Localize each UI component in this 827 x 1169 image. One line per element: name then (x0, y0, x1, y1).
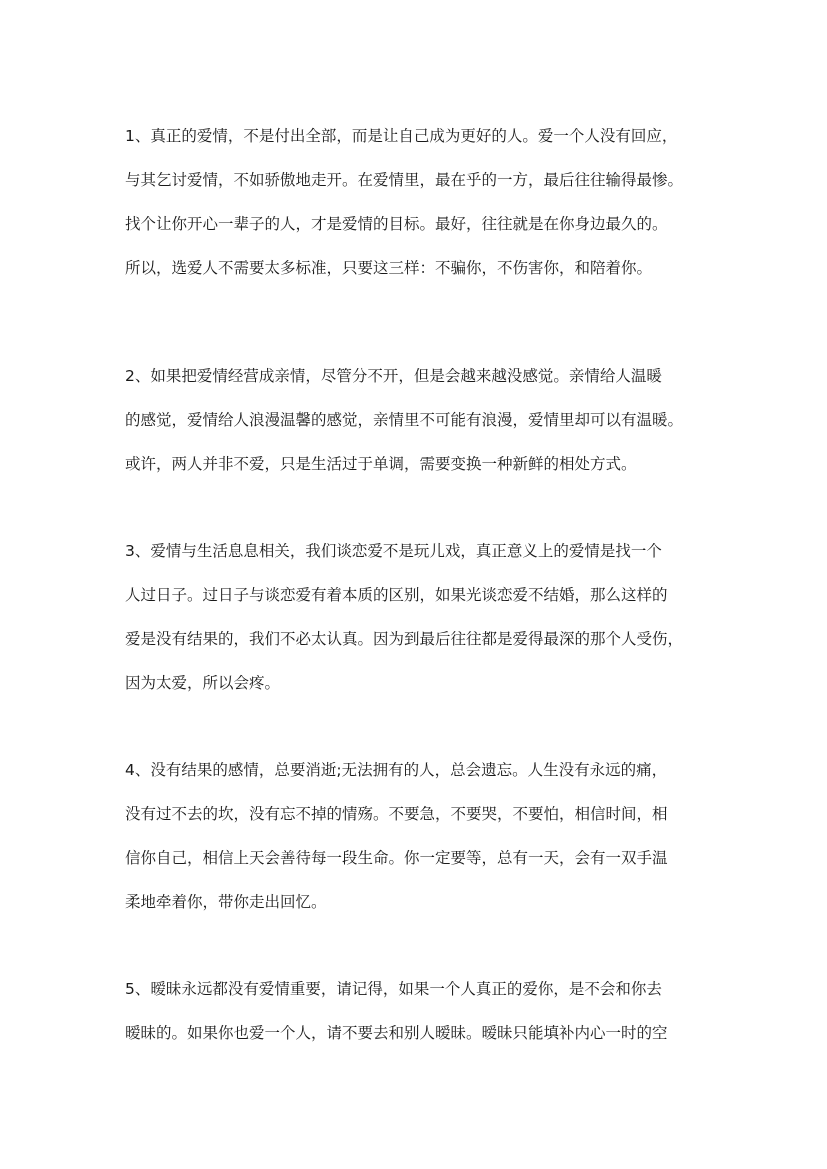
paragraph-line: 或许，两人并非不爱，只是生活过于单调，需要变换一种新鲜的相处方式。 (125, 455, 637, 473)
paragraph-line: 因为太爱，所以会疼。 (125, 674, 281, 692)
paragraph-1 (125, 114, 725, 290)
paragraph-line: 5、暧昧永远都没有爱情重要，请记得，如果一个人真正的爱你，是不会和你去 (125, 980, 662, 998)
paragraph-line: 暧昧的。如果你也爱一个人，请不要去和别人暧昧。暧昧只能填补内心一时的空 (125, 1024, 668, 1042)
paragraph-3 (125, 529, 725, 705)
paragraph-line: 4、没有结果的感情，总要消逝;无法拥有的人，总会遗忘。人生没有永远的痛， (125, 761, 668, 779)
paragraph-4 (125, 748, 725, 924)
paragraph-spacer (125, 924, 725, 967)
paragraph-line: 2、如果把爱情经营成亲情，尽管分不开，但是会越来越没感觉。亲情给人温暖 (125, 367, 662, 385)
paragraph-5 (125, 967, 725, 1055)
paragraph-line: 3、爱情与生活息息相关，我们谈恋爱不是玩儿戏，真正意义上的爱情是找一个 (125, 542, 662, 560)
paragraph-line: 找个让你开心一辈子的人，才是爱情的目标。最好，往往就是在你身边最久的。 (125, 215, 668, 233)
paragraph-line: 1、真正的爱情，不是付出全部，而是让自己成为更好的人。爱一个人没有回应， (125, 127, 678, 145)
paragraph-line: 柔地牵着你，带你走出回忆。 (125, 893, 327, 911)
paragraph-line: 没有过不去的坎，没有忘不掉的情殇。不要急，不要哭，不要怕，相信时间，相 (125, 805, 668, 823)
paragraph-2 (125, 354, 725, 486)
paragraph-line: 所以，选爱人不需要太多标准，只要这三样：不骗你，不伤害你，和陪着你。 (125, 259, 653, 277)
paragraph-spacer (125, 705, 725, 748)
document-body (125, 114, 725, 1055)
paragraph-spacer (125, 290, 725, 354)
paragraph-spacer (125, 486, 725, 529)
paragraph-line: 信你自己，相信上天会善待每一段生命。你一定要等，总有一天，会有一双手温 (125, 849, 668, 867)
paragraph-line: 与其乞讨爱情，不如骄傲地走开。在爱情里，最在乎的一方，最后往往输得最惨。 (125, 171, 684, 189)
paragraph-line: 的感觉，爱情给人浪漫温馨的感觉，亲情里不可能有浪漫，爱情里却可以有温暖。 (125, 411, 684, 429)
paragraph-line: 爱是没有结果的，我们不必太认真。因为到最后往往都是爱得最深的那个人受伤， (125, 630, 684, 648)
paragraph-line: 人过日子。过日子与谈恋爱有着本质的区别，如果光谈恋爱不结婚，那么这样的 (125, 586, 668, 604)
